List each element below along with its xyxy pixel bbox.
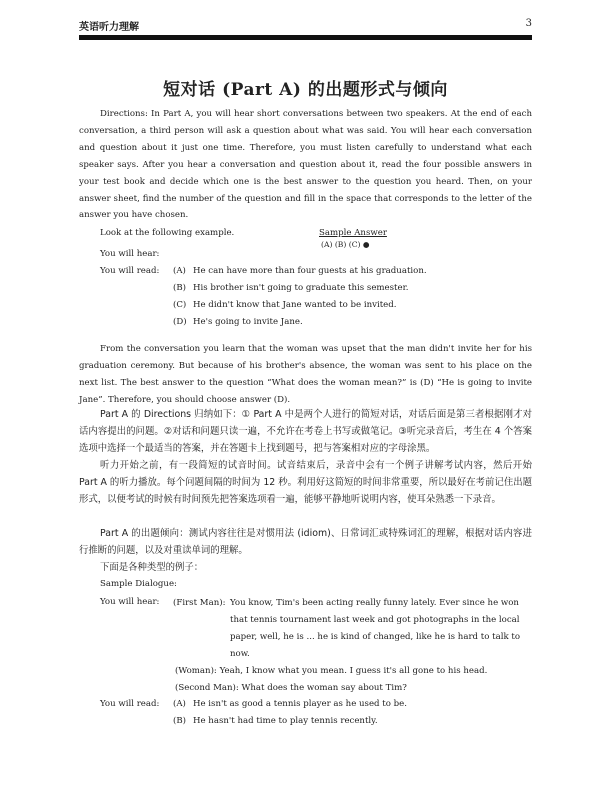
woman-line: (Woman): Yeah, I know what you mean. I guess it's all gone to his head. <box>175 666 488 676</box>
option-text: He didn't know that Jane wanted to be invited. <box>193 300 397 310</box>
dialogue-you-will-read-label: You will read: <box>100 699 160 709</box>
first-man-line: now. <box>230 649 250 659</box>
directions-paragraph: Directions: In Part A, you will hear short conversations between two speakers. At the end of each conversation, a third person will ask a question about what was said. You will hear each conversation and question about it just one time. Therefore, you must listen carefully to understand what each speaker says. After you hear a conversation and question about it, read the four possible answers in your test book and decide which one is the best answer to the question you heard. Then, on your answer sheet, find the number of the question and fill in the space that corresponds to the letter of the answer you have chosen. <box>79 109 532 221</box>
sample-answer-title: Sample Answer <box>319 228 387 238</box>
dialogue-you-will-hear-label: You will hear: <box>100 597 160 607</box>
header-rule <box>79 35 532 40</box>
page-number: 3 <box>525 18 532 29</box>
first-man-line: You know, Tim's been acting really funny lately. Ever since he won <box>230 598 519 608</box>
dialogue-option <box>173 716 378 726</box>
cn-paragraph-examples: 下面是各种类型的例子： <box>100 562 204 573</box>
option-letter: (C) <box>173 300 187 310</box>
option-letter: (A) <box>173 699 186 709</box>
example-option <box>173 283 409 293</box>
option-letter: (B) <box>173 716 187 726</box>
cn-paragraph-directions: Part A 的 Directions 归纳如下：① Part A 中是两个人进行的简短对话，对话后面是第三者根据刚才对话内容提出的问题。②对话和问题只读一遍，不允许在考卷上书写或做笔记。③听完录音后，考生在 4 个答案选项中选择一个最适当的答案，并在答题卡上找到题号，把与答案相对应的字母涂黑。 <box>79 409 532 454</box>
first-man-label: (First Man): <box>173 598 226 608</box>
first-man-line: paper, well, he is ... he is kind of changed, like he is hard to talk to <box>230 632 521 642</box>
option-text: His brother isn't going to graduate this semester. <box>193 283 409 293</box>
look-example-text: Look at the following example. <box>100 228 235 238</box>
you-will-read-label: You will read: <box>100 266 160 276</box>
sample-answer-box <box>319 227 387 251</box>
option-letter: (A) <box>173 266 186 276</box>
cn-paragraph-timing: 听力开始之前，有一段简短的试音时间。试音结束后，录音中会有一个例子讲解考试内容，然后开始 Part A 的听力播放。每个问题间隔的时间为 12 秒。利用好这简短的时间非常重要，所以最好在考前记住出题形式，以便考试的时候有时间预先把答案选项看一遍，能够平静地听说明内容，使耳朵熟悉一下录音。 <box>79 460 532 505</box>
option-letter: (D) <box>173 317 187 327</box>
option-text: He hasn't had time to play tennis recently. <box>193 716 378 726</box>
explanation-paragraph: From the conversation you learn that the woman was upset that the man didn't invite her for his graduation ceremony. But because of his brother's absence, the woman was sent to his place on the next list. The best answer to the question “What does the woman mean?” is (D) “He is going to invite Jane”. Therefore, you should choose answer (D). <box>79 344 532 405</box>
you-will-hear-label: You will hear: <box>100 249 160 259</box>
option-letter: (B) <box>173 283 187 293</box>
dialogue-option <box>173 699 407 709</box>
running-header <box>79 18 532 32</box>
example-option <box>173 300 397 310</box>
cn-paragraph-tendency: Part A 的出题倾向：测试内容往往是对惯用法 (idiom)、日常词汇或特殊词汇的理解，根据对话内容进行推断的问题，以及对重读单词的理解。 <box>79 528 532 556</box>
example-option <box>173 266 427 276</box>
option-text: He's going to invite Jane. <box>193 317 303 327</box>
option-text: He can have more than four guests at his graduation. <box>193 266 427 276</box>
sample-answer-options: (A) (B) (C) ● <box>321 240 370 249</box>
example-option <box>173 317 303 327</box>
header-title: 英语听力理解 <box>79 22 139 33</box>
first-man-line: that tennis tournament last week and got photographs in the local <box>230 615 520 625</box>
second-man-line: (Second Man): What does the woman say about Tim? <box>175 683 407 693</box>
section-title: 短对话 (Part A) 的出题形式与倾向 <box>163 80 448 100</box>
option-text: He isn't as good a tennis player as he used to be. <box>193 699 407 709</box>
sample-dialogue-label: Sample Dialogue: <box>100 579 177 589</box>
